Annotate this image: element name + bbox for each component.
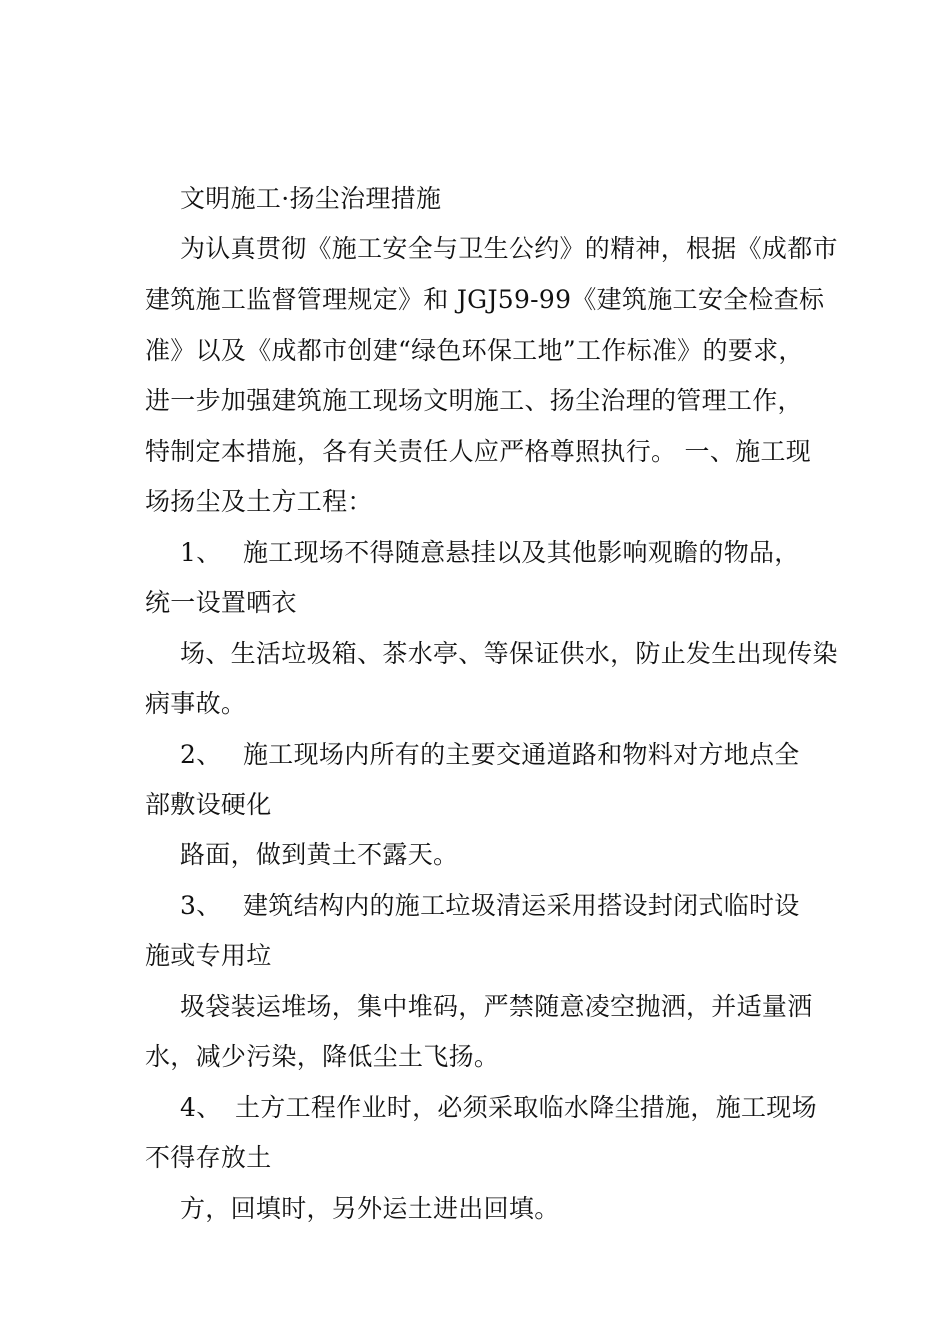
item-text: 病事故。 xyxy=(145,689,247,718)
item-number: 2、 xyxy=(180,740,222,769)
item-text: 施工现场不得随意悬挂以及其他影响观瞻的物品， xyxy=(243,538,800,567)
intro-line: 进一步加强建筑施工现场文明施工、扬尘治理的管理工作， xyxy=(145,386,803,415)
item-text: 施或专用垃 xyxy=(145,941,272,970)
item-text: 水，减少污染，降低尘土飞扬。 xyxy=(145,1042,500,1071)
item-text: 路面，做到黄土不露天。 xyxy=(180,840,459,869)
intro-line: 准》以及《成都市创建“绿色环保工地”工作标准》的要求， xyxy=(145,336,804,365)
item-text: 建筑结构内的施工垃圾清运采用搭设封闭式临时设 xyxy=(243,891,800,920)
item-text: 统一设置晒衣 xyxy=(145,588,297,617)
item-text: 土方工程作业时，必须采取临水降尘措施，施工现场 xyxy=(235,1093,817,1122)
intro-line: 为认真贯彻《施工安全与卫生公约》的精神，根据《成都市 xyxy=(180,234,838,263)
intro-line: 建筑施工监督管理规定》和 JGJ59-99《建筑施工安全检查标 xyxy=(145,285,825,314)
item-text: 施工现场内所有的主要交通道路和物料对方地点全 xyxy=(243,740,800,769)
item-text: 圾袋装运堆场，集中堆码，严禁随意凌空抛洒，并适量洒 xyxy=(180,992,813,1021)
item-number: 1、 xyxy=(180,538,222,567)
document-title: 文明施工·扬尘治理措施 xyxy=(180,184,442,213)
item-text: 不得存放土 xyxy=(145,1143,272,1172)
item-text: 场、生活垃圾箱、茶水亭、等保证供水，防止发生出现传染 xyxy=(180,639,838,668)
item-text: 方，回填时，另外运土进出回填。 xyxy=(180,1194,560,1223)
intro-line: 特制定本措施，各有关责任人应严格尊照执行。 一、施工现 xyxy=(145,437,812,466)
intro-line: 场扬尘及土方工程： xyxy=(145,487,373,516)
item-number: 3、 xyxy=(180,891,222,920)
item-number: 4、 xyxy=(180,1093,222,1122)
item-text: 部敷设硬化 xyxy=(145,790,272,819)
